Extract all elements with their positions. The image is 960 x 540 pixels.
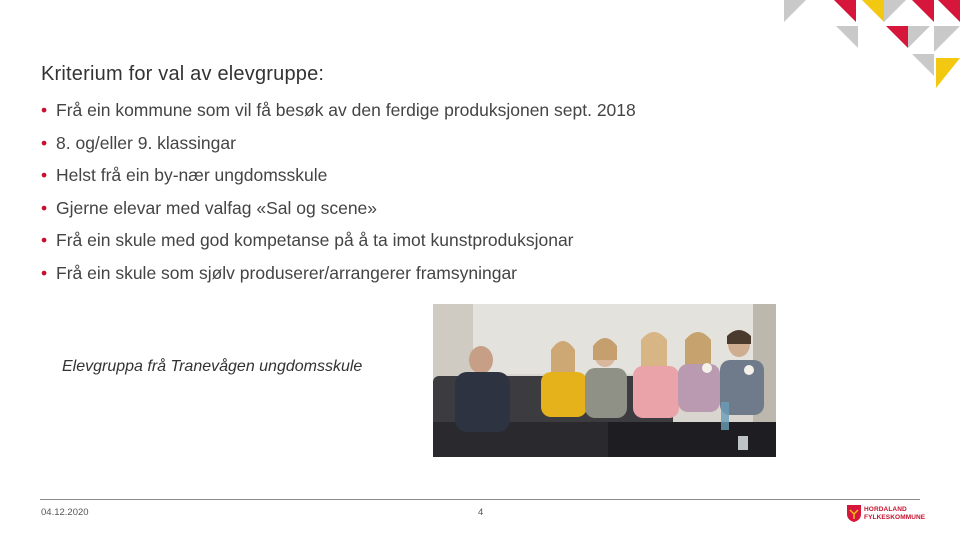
coat-of-arms-icon [847, 505, 861, 522]
bullet-glyph: • [41, 197, 48, 218]
list-item [41, 131, 636, 164]
bullet-glyph: • [41, 100, 48, 120]
student-group-photo [433, 304, 776, 457]
logo-line-1: HORDALAND [864, 506, 907, 513]
photo-caption: Elevgruppa frå Tranevågen ungdomsskule [62, 358, 363, 375]
logo-line-2: FYLKESKOMMUNE [864, 514, 926, 521]
list-item [41, 163, 636, 196]
list-item-text: 8. og/eller 9. klassingar [56, 132, 236, 153]
logo-text [864, 506, 925, 522]
list-item-text: Frå ein skule med god kompetanse på å ta imot kunstproduksjonar [56, 230, 574, 251]
list-item [41, 228, 636, 261]
list-item-text: Helst frå ein by-nær ungdomsskule [56, 165, 328, 186]
footer-date: 04.12.2020 [41, 507, 89, 518]
slide-title: Kriterium for val av elevgruppe: [41, 63, 325, 85]
list-item-text: Frå ein skule som sjølv produserer/arrangerer framsyningar [56, 262, 517, 283]
bullet-glyph: • [41, 262, 48, 283]
bullet-glyph: • [41, 165, 48, 186]
list-item [41, 261, 636, 294]
list-item-text: Gjerne elevar med valfag «Sal og scene» [56, 197, 378, 218]
bullet-glyph: • [41, 230, 48, 251]
list-item [41, 98, 636, 131]
footer-divider [40, 499, 920, 500]
decorative-triangle-pattern [784, 0, 960, 90]
list-item [41, 196, 636, 229]
bullet-glyph: • [41, 132, 48, 153]
list-item-text: Frå ein kommune som vil få besøk av den ferdige produksjonen sept. 2018 [56, 100, 636, 120]
hordaland-fylkeskommune-logo [847, 505, 927, 523]
page-number: 4 [478, 507, 484, 518]
criteria-list [41, 98, 636, 294]
